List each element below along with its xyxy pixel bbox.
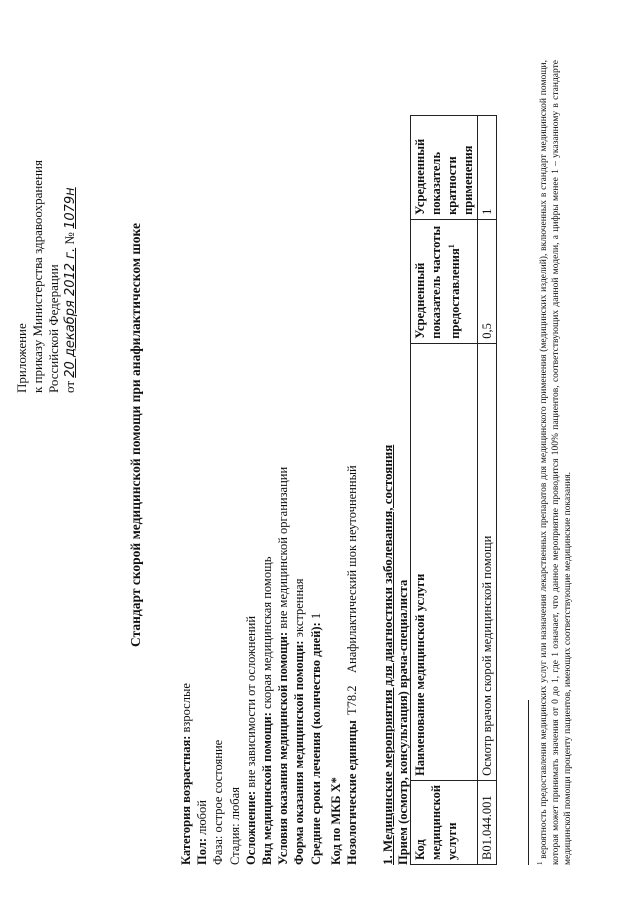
appendix-line-3: Российской Федерации <box>46 264 61 393</box>
table-header-row <box>411 116 478 865</box>
meta-complication: Осложнение: вне зависимости от осложнений <box>243 615 258 865</box>
section-heading: 1. Медицинские мероприятия для диагностики заболевания, состояния <box>380 444 395 865</box>
mkb-block <box>328 465 360 865</box>
mkb-code: T78.2 <box>345 685 359 715</box>
cell-service-name: Осмотр врачом скорой медицинской помощи <box>478 343 497 780</box>
header-multiplicity: Усредненный показатель кратности применения <box>411 116 478 220</box>
header-service-name: Наименование медицинской услуги <box>411 343 478 780</box>
from-label: от <box>62 380 77 393</box>
appendix-line-2: к приказу Министерства здравоохранения <box>30 160 45 393</box>
mkb-code-label: Код по МКБ X* <box>329 777 343 865</box>
meta-care-type: Вид медицинской помощи: скорая медицинская помощь <box>260 556 275 865</box>
services-table <box>410 115 497 865</box>
handwritten-date: 20 декабря 2012 г. <box>63 247 78 378</box>
meta-stage: Стадия: любая <box>227 787 242 865</box>
footnote <box>534 60 574 865</box>
cell-code: B01.044.001 <box>478 780 497 864</box>
meta-age-category: Категория возрастная: взрослые <box>179 683 193 865</box>
meta-phase: Фаза: острое состояние <box>211 739 226 865</box>
appendix-date-line <box>62 160 79 393</box>
table-row <box>478 116 497 865</box>
meta-treatment-days: Средние сроки лечения (количество дней): 1 <box>308 612 323 865</box>
meta-care-conditions: Условия оказания медицинской помощи: вне медицинской организации <box>276 466 291 865</box>
header-code: Код медицинской услуги <box>411 780 478 864</box>
subsection-heading: Прием (осмотр, консультация) врача-специалиста <box>396 579 410 865</box>
number-label: № <box>62 232 77 245</box>
mkb-diagnosis <box>344 465 360 715</box>
footnote-divider <box>528 700 529 865</box>
header-frequency: Усредненный показатель частоты предоставления$^1$ <box>411 219 478 343</box>
meta-sex: Пол: любой <box>195 800 210 865</box>
footnote-marker: 1 <box>536 861 544 865</box>
footnote-text: вероятность предоставления медицинских услуг или назначения лекарственных препаратов для медицинского применения (медицинских изделий), включенных в стандарт медицинской помощи, которая может принимать значения от 0 до 1, где 1 означает, что данное мероприятие проводится 100% пациентов, соответствующих данной модели, а цифры менее 1 – указанному в стандарте медицинской помощи проценту пациентов, имеющих соответствующие медицинские показания. <box>539 60 574 865</box>
meta-care-form: Форма оказания медицинской помощи: экстренная <box>292 578 307 865</box>
cell-multiplicity: 1 <box>478 116 497 220</box>
appendix-block <box>14 160 79 393</box>
appendix-line-1: Приложение <box>14 323 29 393</box>
handwritten-number: 1079н <box>63 187 78 229</box>
standard-metadata <box>178 467 324 865</box>
document-title: Стандарт скорой медицинской помощи при анафилактическом шоке <box>128 223 143 647</box>
cell-frequency: 0,5 <box>478 219 497 343</box>
nosology-label: Нозологические единицы <box>345 720 359 865</box>
mkb-diagnosis-name: Анафилактический шок неуточненный <box>345 465 359 673</box>
